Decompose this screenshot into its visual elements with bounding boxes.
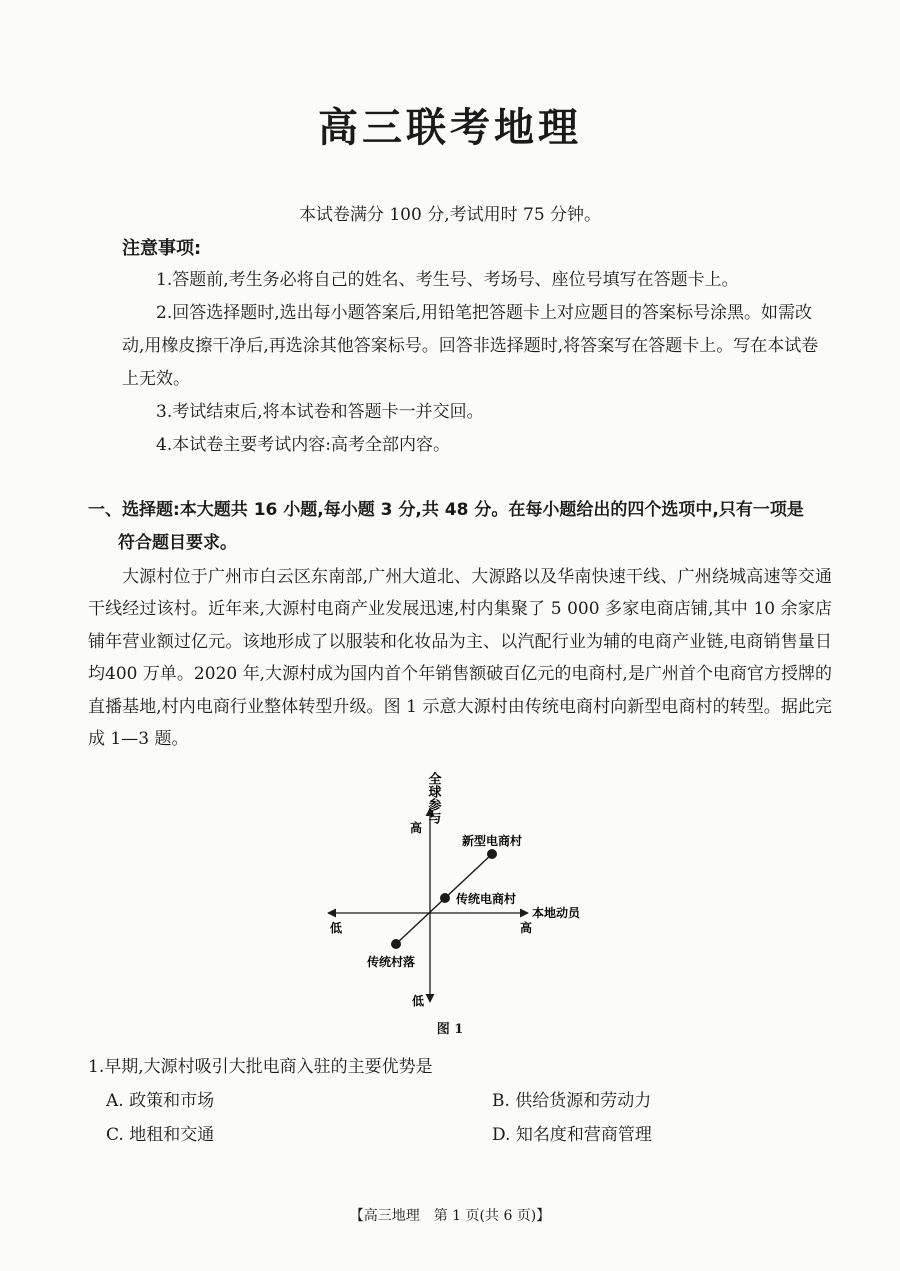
- question-1-stem: 1.早期,大源村吸引大批电商入驻的主要优势是: [88, 1057, 433, 1077]
- label-traditional-ecommerce-village: 传统电商村: [456, 892, 517, 906]
- page-footer: 【高三地理 第 1 页(共 6 页)】: [349, 1208, 551, 1224]
- point-new-ecommerce-village: [487, 849, 497, 859]
- section-heading-line2: 符合题目要求。: [118, 533, 237, 553]
- y-axis-label: 全球参与: [425, 772, 441, 824]
- label-new-ecommerce-village: 新型电商村: [462, 834, 523, 848]
- section-heading: [88, 494, 832, 560]
- exam-title: 高三联考地理: [318, 105, 582, 151]
- y-high-label: 高: [410, 821, 423, 835]
- notice-item-4: 4.本试卷主要考试内容:高考全部内容。: [156, 435, 450, 455]
- reading-passage: 大源村位于广州市白云区东南部,广州大道北、大源路以及华南快速干线、广州绕城高速等交通干线经过该村。近年来,大源村电商产业发展迅速,村内集聚了 5 000 多家电商店铺,其中 10 余家店铺年营业额过亿元。该地形成了以服装和化妆品为主、以汽配行业为辅的电商产业链,电商销售量日均400 万单。2020 年,大源村成为国内首个年销售额破百亿元的电商村,是广州首个电商官方授牌的直播基地,村内电商行业整体转型升级。图 1 示意大源村由传统电商村向新型电商村的转型。据此完成 1—3 题。: [88, 567, 832, 750]
- exam-subtitle: 本试卷满分 100 分,考试用时 75 分钟。: [298, 205, 602, 225]
- x-low-label: 低: [330, 921, 343, 935]
- notice-item-1: 1.答题前,考生务必将自己的姓名、考生号、考场号、座位号填写在答题卡上。: [156, 270, 739, 290]
- x-axis-label: 本地动员: [532, 906, 581, 920]
- x-high-label: 高: [520, 921, 533, 935]
- option-b[interactable]: B. 供给货源和劳动力: [492, 1091, 652, 1111]
- figure-caption: 图 1: [436, 1022, 464, 1037]
- notice-heading: 注意事项:: [122, 238, 202, 259]
- option-c[interactable]: C. 地租和交通: [106, 1125, 215, 1145]
- figure-1-diagram: [320, 760, 600, 1040]
- option-a[interactable]: A. 政策和市场: [106, 1091, 215, 1111]
- section-heading-line1: 一、选择题:本大题共 16 小题,每小题 3 分,共 48 分。在每小题给出的四个选项中,只有一项是: [88, 500, 804, 520]
- y-low-label: 低: [412, 994, 425, 1008]
- label-traditional-village: 传统村落: [367, 955, 416, 969]
- point-traditional-ecommerce-village: [440, 893, 450, 903]
- notice-item-3: 3.考试结束后,将本试卷和答题卡一并交回。: [156, 402, 484, 422]
- point-traditional-village: [391, 939, 401, 949]
- notice-item-2: 2.回答选择题时,选出每小题答案后,用铅笔把答题卡上对应题目的答案标号涂黑。如需改动,用橡皮擦干净后,再选涂其他答案标号。回答非选择题时,将答案写在答题卡上。写在本试卷上无效。: [122, 303, 819, 389]
- option-d[interactable]: D. 知名度和营商管理: [492, 1125, 652, 1145]
